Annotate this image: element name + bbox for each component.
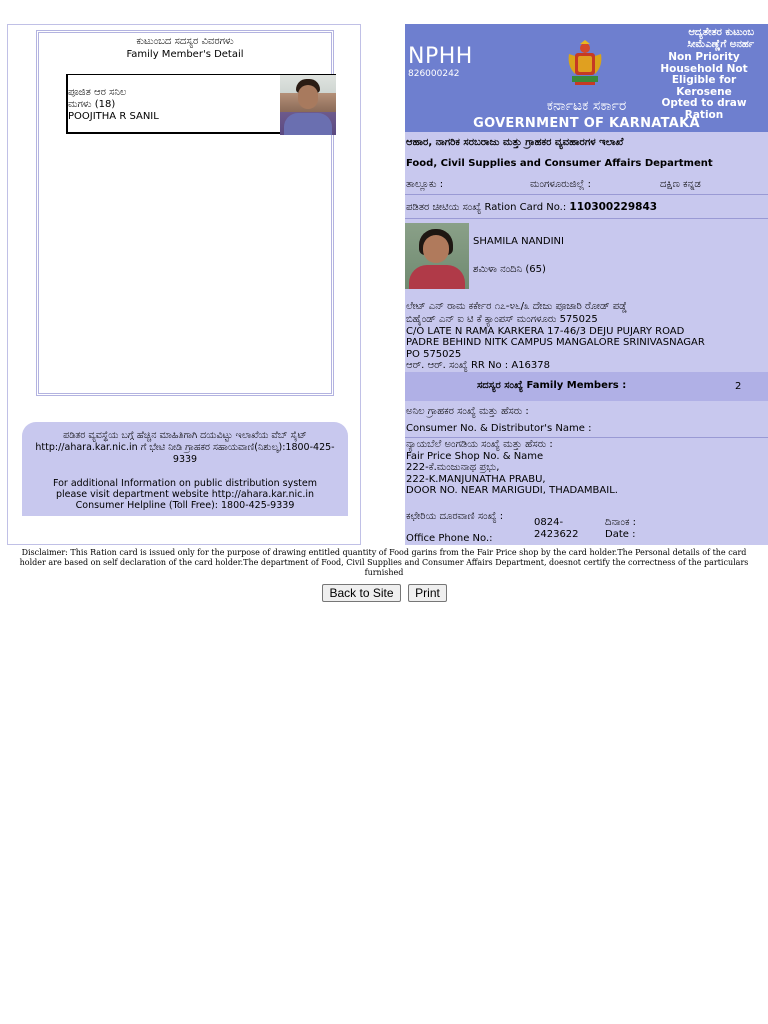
family-member-frame xyxy=(36,30,334,396)
taluk-row xyxy=(406,179,768,191)
address-line-3: PO 575025 xyxy=(406,349,462,360)
lpg-label-kn: ಅನಿಲ ಗ್ರಾಹಕರ ಸಂಖ್ಯೆ ಮತ್ತು ಹೆಸರು : xyxy=(406,406,529,417)
phone-value-line-1: 0824- xyxy=(534,517,564,528)
family-member-card xyxy=(7,24,361,545)
print-button[interactable]: Print xyxy=(408,584,447,602)
pds-info-en-line-1: For additional Information on public distribution system xyxy=(52,478,318,489)
family-members-count: 2 xyxy=(735,381,742,392)
card-number-row xyxy=(406,201,768,214)
address-kn-line-1: ಲೇಟ್ ಎನ್ ರಾಮ ಕರ್ಕೇರ ೧೭-೪೬/೩ ದೇಜು ಪೂಜಾರಿ ರೋಡ್ ಪಡ್ಡೆ xyxy=(406,301,628,312)
family-member-row xyxy=(66,74,336,134)
back-to-site-button[interactable]: Back to Site xyxy=(322,584,401,602)
category-kn-line-1: ಆದ್ಯತೇತರ ಕುಟುಂಬ xyxy=(688,27,754,38)
category-en-line-2: Household Not xyxy=(660,62,748,75)
card-category: NPHH xyxy=(408,44,473,69)
card-number-label: ಪಡಿತರ ಚೀಟಿಯ ಸಂಖ್ಯೆ Ration Card No.: xyxy=(406,202,567,213)
fps-label-kn: ನ್ಯಾಯಬೆಲೆ ಅಂಗಡಿಯ ಸಂಖ್ಯೆ ಮತ್ತು ಹೆಸರು : xyxy=(406,439,553,450)
department-name-kn: ಆಹಾರ, ನಾಗರಿಕ ಸರಬರಾಜು ಮತ್ತು ಗ್ರಾಹಕರ ವ್ಯವಹಾರಗಳ ಇಲಾಖೆ xyxy=(406,137,624,148)
category-en-line-1: Non Priority xyxy=(668,51,740,63)
category-en-line-4: Opted to draw Ration xyxy=(661,97,747,121)
fps-line-3: DOOR NO. NEAR MARIGUDI, THADAMBAIL. xyxy=(406,485,618,496)
card-holder-name-kn: ಶಮಿಳಾ ನಂದಿನಿ (65) xyxy=(473,264,546,275)
address-line-2: PADRE BEHIND NITK CAMPUS MANGALORE SRINIVASNAGAR xyxy=(406,337,705,348)
fps-line-1: 222-ಕೆ.ಮಂಜುನಾಥ ಪ್ರಭು, xyxy=(406,462,500,473)
card-holder-photo xyxy=(405,223,469,289)
phone-value xyxy=(534,517,594,541)
karnataka-emblem-icon xyxy=(567,40,603,86)
divider xyxy=(405,194,768,195)
date-label: Date : xyxy=(605,529,636,540)
fps-line-2: 222-K.MANJUNATHA PRABU, xyxy=(406,474,546,485)
card-number: 110300229843 xyxy=(569,201,658,213)
ration-card xyxy=(405,24,768,545)
member-relation-age: ಮಗಳು (18) xyxy=(68,99,116,110)
category-kn xyxy=(687,27,754,51)
phone-label: Office Phone No.: xyxy=(406,533,493,544)
pds-info-kn: ಪಡಿತರ ವ್ಯವಸ್ಥೆಯ ಬಗ್ಗೆ ಹೆಚ್ಚಿನ ಮಾಹಿತಿಗಾಗಿ ದಯವಿಟ್ಟು ಇಲಾಖೆಯ ವೆಬ್ ಸೈಟ್ http://ahara.kar.nic.in ಗೆ ಭೇಟಿ ನೀಡಿ ಗ್ರಾಹಕರ ಸಹಾಯವಾಣಿ(ನಿಶುಲ್ಕ):1800-425-9339 xyxy=(35,430,335,465)
pds-info-en-line-3: Consumer Helpline (Toll Free): 1800-425-9339 xyxy=(75,500,295,511)
taluk-label: ತಾಲ್ಲೂಕು : xyxy=(406,179,444,190)
category-en-line-3: Eligible for Kerosene xyxy=(671,74,737,98)
disclaimer: Disclaimer: This Ration card is issued only for the purpose of drawing entitled quantity of Food garins from the Fair Price shop by the card holder.The Personal details of the card holder are based on self declaration of the card holder.The department of Food, Civil Supplies and Consumer Affairs Department, doesnot certify the correctness of the particulars furnished xyxy=(19,548,749,577)
family-member-heading-kn: ಕುಟುಂಬದ ಸದಸ್ಯರ ವಿವರಗಳು xyxy=(136,36,234,47)
family-members-label: ಸದಸ್ಯರ ಸಂಖ್ಯೆ Family Members : xyxy=(477,380,627,391)
government-name-kn: ಕರ್ನಾಟಕ ಸರ್ಕಾರ xyxy=(546,98,627,114)
address-line-1: C/O LATE N RAMA KARKERA 17-46/3 DEJU PUJARY ROAD xyxy=(406,326,685,337)
card-category-code: 826000242 xyxy=(408,69,460,79)
divider xyxy=(405,218,768,219)
category-kn-line-2: ಸೀಮೆಎಣ್ಣೆಗೆ ಅನರ್ಹ xyxy=(687,39,754,50)
taluk-value: ಮಂಗಳೂರುಜಿಲ್ಲೆ : xyxy=(530,179,591,190)
fps-label: Fair Price Shop No. & Name xyxy=(406,451,544,462)
rr-number: ಆರ್. ಆರ್. ಸಂಖ್ಯೆ RR No : A16378 xyxy=(406,360,551,371)
pds-info-en xyxy=(28,478,342,511)
family-members-band xyxy=(405,372,768,401)
date-field xyxy=(605,517,685,541)
lpg-label: Consumer No. & Distributor's Name : xyxy=(406,423,592,434)
district-value: ದಕ್ಷಿಣ ಕನ್ನಡ xyxy=(660,179,701,190)
member-photo xyxy=(280,75,336,135)
date-label-kn: ದಿನಾಂಕ : xyxy=(605,517,637,528)
ration-card-header xyxy=(405,24,768,132)
divider xyxy=(405,437,768,438)
pds-info-en-line-2: please visit department website http://ahara.kar.nic.in xyxy=(55,489,315,500)
phone-label-kn: ಕಛೇರಿಯ ದೂರವಾಣಿ ಸಂಖ್ಯೆ : xyxy=(406,511,504,522)
department-name: Food, Civil Supplies and Consumer Affairs Department xyxy=(406,158,713,169)
pds-info-box xyxy=(22,422,348,516)
address-kn-line-2: ಬಿಹೈಂಡ್ ಎನ್ ಐ ಟಿ ಕೆ ಕ್ಯಾಂಪಸ್ ಮಂಗಳೂರು 575025 xyxy=(406,314,598,325)
government-name: GOVERNMENT OF KARNATAKA xyxy=(473,116,700,131)
family-member-heading: Family Member's Detail xyxy=(126,49,244,60)
member-name-en: POOJITHA R SANIL xyxy=(68,111,159,122)
phone-value-line-2: 2423622 xyxy=(534,529,579,540)
card-holder-name: SHAMILA NANDINI xyxy=(473,236,564,247)
member-name-kn: ಪೂಜಿತ ಆರ ಸನಿಲ xyxy=(68,87,127,98)
